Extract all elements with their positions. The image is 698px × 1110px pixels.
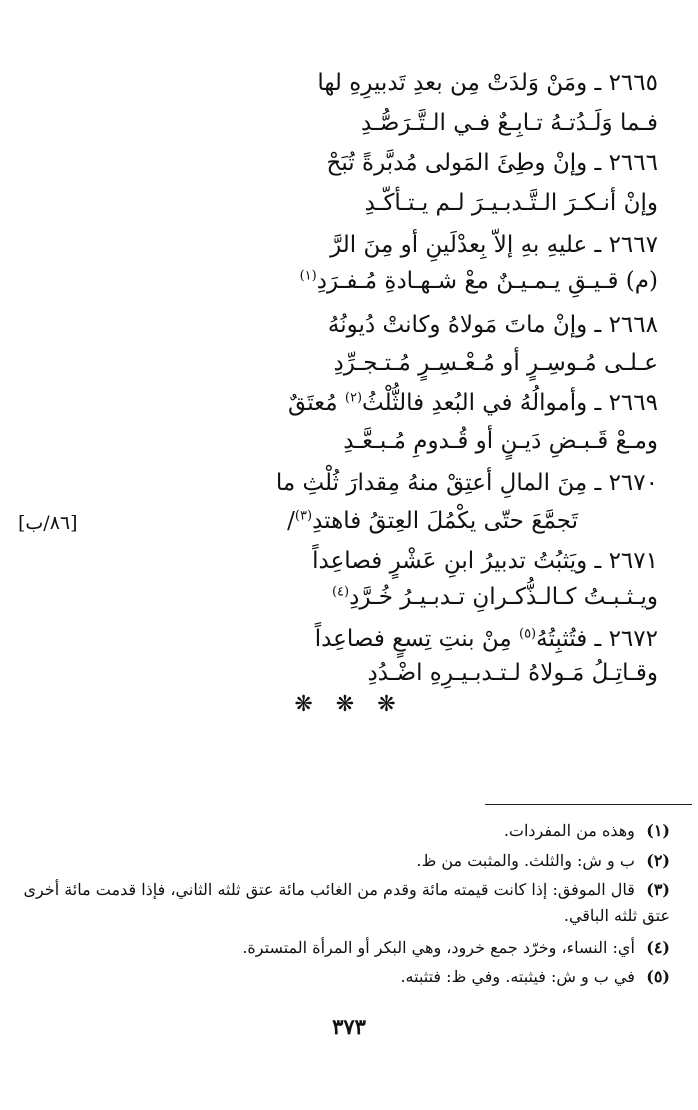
verse-text: ٢٦٧٢ ـ فتُثبِتُهُ	[536, 626, 658, 652]
verse-text: تَجمَّعَ حتّى يكْمُلَ العِتقُ فاهتدِ	[312, 508, 578, 534]
section-divider-stars: ❋ ❋ ❋	[294, 692, 404, 717]
verse-line-second	[343, 428, 658, 456]
verse-text: عـلـى مُـوسِـرٍ أو مُـعْـسِـرٍ مُـتـجـرِّدِ	[333, 350, 658, 376]
verse-text: فـما وَلَـدُتـهُ تـابِـعٌ فـي الـتَّـرَصُّـدِ	[361, 110, 658, 136]
verse-text: ٢٦٦٧ ـ عليهِ بهِ إلاّ بِعدْلَينِ أو مِنَ الرَّ	[330, 232, 658, 258]
footnote	[20, 964, 670, 990]
verse-line-second	[300, 268, 658, 296]
footnote-number: (١)	[646, 821, 670, 840]
verse-line-first	[327, 150, 658, 178]
footnote-marker: (٤)	[331, 584, 350, 600]
verse-line-second	[365, 190, 658, 218]
verse-text: (م) قـيـقِ يـمـيـنٌ معْ شـهـادةِ مُـفـرَدِ	[316, 268, 658, 294]
verse-text: وقـاتِـلُ مَـولاهُ لـتـدبـيـرِهِ اضْـدُدِ	[367, 660, 658, 686]
verse-line-first	[328, 312, 658, 340]
verse-text: ٢٦٧٠ ـ مِنَ المالِ أعتِقْ منهُ مِقدارَ ثُلْثِ ما	[275, 470, 658, 496]
verse-line-second	[332, 584, 658, 612]
page-number: ٣٧٣	[332, 1014, 366, 1039]
verse-text-tail: مِنْ بنتِ تِسعٍ فصاعِداً	[314, 626, 519, 652]
verse-text: ٢٦٦٥ ـ ومَنْ وَلدَتْ مِن بعدِ تَدبيرِهِ لها	[317, 70, 658, 96]
verse-line-first	[330, 232, 658, 260]
footnote	[20, 935, 670, 961]
footnote-text: وهذه من المفردات.	[503, 821, 635, 840]
footnote-number: (٥)	[646, 967, 670, 986]
footnote-text: في ب و ش: فيثبته. وفي ظ: فتثبته.	[400, 967, 635, 986]
verse-text: وإنْ أنـكـرَ الـتَّـدبـيـرَ لـم يـتـأكّـدِ	[364, 190, 658, 216]
footnote-separator	[485, 804, 692, 805]
verse-line-first	[315, 626, 658, 654]
verse-line-first	[288, 390, 658, 418]
footnote-number: (٤)	[646, 938, 670, 957]
footnote	[20, 848, 670, 874]
verse-line-first	[312, 548, 658, 576]
verse-text: ٢٦٦٨ ـ وإنْ ماتَ مَولاهُ وكانتْ دُيونُهُ	[327, 312, 658, 338]
verse-line-second	[368, 660, 658, 688]
footnote-marker: (١)	[299, 268, 317, 284]
footnote-marker: (٥)	[518, 626, 537, 642]
verse-text: ٢٦٧١ ـ ويَثبُتُ تدبيرُ ابنِ عَشْرٍ فصاعِداً	[312, 548, 658, 574]
verse-text: ٢٦٦٩ ـ وأموالُهُ في البُعدِ فالثُّلْثُ	[362, 390, 658, 416]
verse-line-second	[287, 508, 578, 536]
verse-text-tail: مُعتَقٌ	[288, 390, 345, 416]
verse-line-second	[334, 350, 658, 378]
verse-text-tail: /	[287, 508, 295, 534]
verse-text: ٢٦٦٦ ـ وإنْ وطِئَ المَولى مُدبَّرةً تُبَحْ	[326, 150, 658, 176]
footnote-text: قال الموفق: إذا كانت قيمته مائة وقدم من الغائب مائة عتق ثلثه الثاني، فإذا قدمت مائة أخرى عتق ثلثه الباقي.	[23, 880, 670, 926]
footnote-text: أي: النساء، وخرّد جمع خرود، وهي البكر أو المرأة المتسترة.	[242, 938, 635, 957]
verse-text: ومـعْ قَـبـضِ دَيـنٍ أو قُـدومِ مُـبـعَّـدِ	[343, 428, 658, 454]
footnote	[20, 877, 670, 930]
verse-line-first	[317, 70, 658, 98]
footnote-marker: (٢)	[344, 390, 363, 406]
manuscript-folio-reference: [٨٦/ب]	[18, 512, 78, 534]
footnote-number: (٢)	[646, 851, 670, 870]
footnote-text: ب و ش: والثلث. والمثبت من ظ.	[416, 851, 635, 870]
footnote	[20, 818, 670, 844]
verse-text: ويـثـبـتُ كـالـذُّكـرانِ تـدبـيـرُ خُـرَّدِ	[349, 584, 658, 610]
footnote-number: (٣)	[646, 880, 670, 899]
verse-line-second	[361, 110, 658, 138]
verse-line-first	[276, 470, 658, 498]
footnote-marker: (٣)	[294, 508, 313, 524]
